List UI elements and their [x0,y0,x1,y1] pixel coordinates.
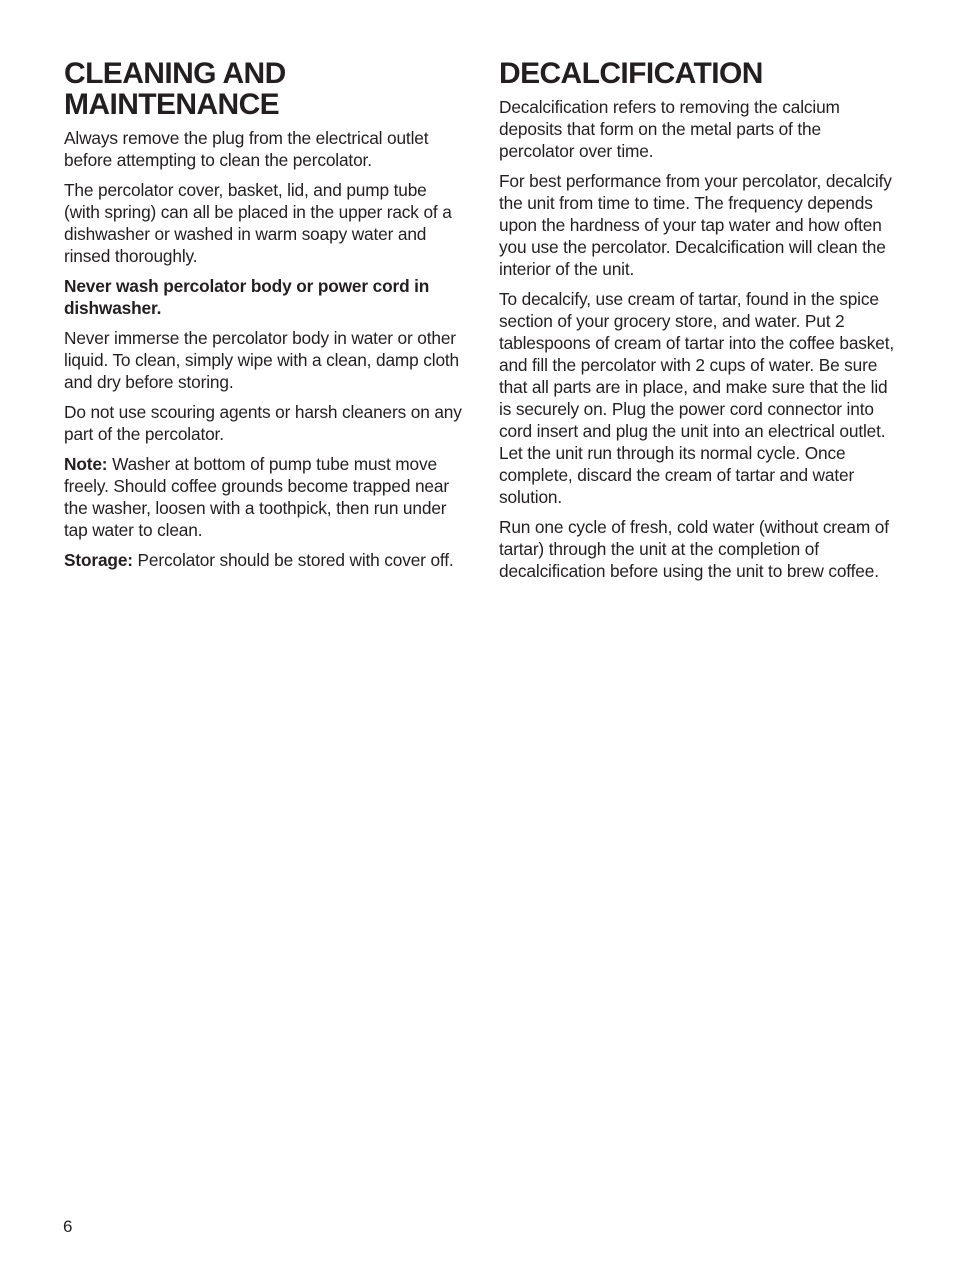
note-label: Note: [64,454,108,474]
unplug-paragraph: Always remove the plug from the electrical outlet before attempting to clean the percolator. [64,128,429,170]
decalcification-heading: DECALCIFICATION [499,57,763,90]
storage-label: Storage: [64,550,133,570]
decalcification-definition-paragraph: Decalcification refers to removing the calcium deposits that form on the metal parts of the percolator over time. [499,97,840,161]
note-paragraph [64,453,464,541]
decalcification-section [499,58,899,590]
dishwasher-warning: Never wash percolator body or power cord in dishwasher. [64,276,430,318]
decalcification-steps-paragraph: To decalcify, use cream of tartar, found in the spice section of your grocery store, and water. Put 2 tablespoons of cream of tartar into the coffee basket, and fill the percolator with 2 cups of water. Be sure that all parts are in place, and make sure that the lid is securely on. Plug the power cord connector into cord insert and plug the unit into an electrical outlet. Let the unit run through its normal cycle. Once complete, discard the cream of tartar and water solution. [499,289,895,507]
scouring-agents-paragraph: Do not use scouring agents or harsh cleaners on any part of the percolator. [64,402,462,444]
decalcification-frequency-paragraph: For best performance from your percolator, decalcify the unit from time to time. The frequency depends upon the hardness of your tap water and how often you use the percolator. Decalcification will clean the interior of the unit. [499,171,892,279]
storage-paragraph [64,549,464,571]
page-number: 6 [63,1217,73,1236]
cleaning-maintenance-section [64,58,464,579]
cleaning-maintenance-heading: CLEANING AND MAINTENANCE [64,57,286,121]
rinse-cycle-paragraph: Run one cycle of fresh, cold water (without cream of tartar) through the unit at the completion of decalcification before using the unit to brew coffee. [499,517,889,581]
note-text: Washer at bottom of pump tube must move freely. Should coffee grounds become trapped near the washer, loosen with a toothpick, then run under tap water to clean. [64,454,449,540]
dishwasher-parts-paragraph: The percolator cover, basket, lid, and pump tube (with spring) can all be placed in the upper rack of a dishwasher or washed in warm soapy water and rinsed thoroughly. [64,180,452,266]
storage-text: Percolator should be stored with cover off. [132,550,454,570]
immerse-warning-paragraph: Never immerse the percolator body in water or other liquid. To clean, simply wipe with a clean, damp cloth and dry before storing. [64,328,460,392]
